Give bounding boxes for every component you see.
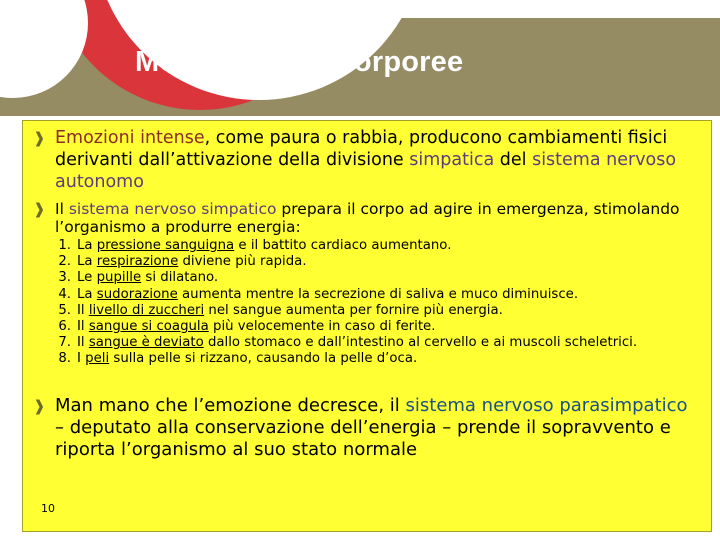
text-run: del — [494, 150, 533, 170]
bullet-text — [55, 127, 693, 193]
bullet-text — [55, 200, 693, 236]
item-suffix: dallo stomaco e dall’intestino al cervello e ai muscoli scheletrici. — [203, 335, 638, 351]
bullet-sympathetic-system — [33, 200, 693, 236]
item-suffix: aumenta mentre la secrezione di saliva e muco diminuisce. — [177, 286, 579, 302]
content-panel — [22, 120, 712, 532]
item-suffix: e il battito cardiaco aumentano. — [234, 238, 452, 253]
bullet-icon: ❱ — [33, 200, 46, 218]
bullet-icon: ❱ — [33, 129, 46, 147]
item-prefix: La — [77, 286, 97, 302]
item-term: sangue è deviato — [88, 335, 204, 351]
effects-list — [51, 238, 637, 368]
bullet-emotions — [33, 127, 693, 193]
list-number: 1. — [58, 238, 71, 253]
term-sympathetic-nervous-system: sistema nervoso simpatico — [68, 200, 277, 218]
page-number: 10 — [41, 502, 55, 515]
item-suffix: si dilatano. — [141, 270, 219, 286]
list-item — [51, 335, 637, 351]
list-number: 7. — [58, 335, 71, 351]
term-intense-emotions: Emozioni intense — [55, 128, 205, 148]
text-run: – deputato alla conservazione dell’energia – prende il sopravvento e riporta l’organismo al suo stato normale — [55, 417, 671, 460]
list-number: 4. — [58, 286, 71, 302]
list-item — [51, 319, 637, 335]
item-term: respirazione — [96, 254, 179, 270]
list-number: 5. — [58, 302, 71, 318]
bullet-icon: ❱ — [33, 397, 46, 415]
term-autonomic-nervous-system: sistema nervoso autonomo — [55, 150, 677, 192]
item-term: sudorazione — [96, 286, 178, 302]
item-prefix: Il — [77, 302, 89, 318]
item-prefix: Le — [77, 270, 97, 286]
list-number: 6. — [58, 319, 71, 335]
list-item — [51, 351, 637, 367]
item-suffix: diviene più rapida. — [178, 254, 307, 270]
item-prefix: Il — [77, 335, 89, 351]
item-term: livello di zuccheri — [88, 302, 205, 318]
list-item — [51, 238, 637, 254]
item-term: sangue si coagula — [88, 319, 209, 335]
text-run: Il — [55, 200, 69, 218]
bullet-parasympathetic — [33, 395, 693, 461]
term-sympathetic: simpatica — [409, 150, 495, 170]
list-item — [51, 287, 637, 303]
list-number: 8. — [58, 351, 71, 367]
list-number: 2. — [58, 254, 71, 270]
item-prefix: Il — [77, 319, 89, 335]
list-item — [51, 254, 637, 270]
text-run: prepara il corpo ad agire in emergenza, stimolando l’organismo a produrre energia: — [55, 200, 680, 236]
term-parasympathetic-nervous-system: sistema nervoso parasimpatico — [405, 395, 688, 416]
item-prefix: La — [77, 238, 97, 253]
item-term: pupille — [96, 270, 142, 286]
item-term: pressione sanguigna — [96, 238, 235, 253]
list-item — [51, 270, 637, 286]
text-run: Man mano che l’emozione decresce, il — [55, 395, 406, 416]
bullet-text — [55, 395, 693, 461]
item-suffix: sulla pelle si rizzano, causando la pelle d’oca. — [109, 351, 418, 367]
slide-title: Modificazione corporee — [135, 46, 464, 78]
item-suffix: più velocemente in caso di ferite. — [208, 319, 436, 335]
item-term: peli — [85, 351, 110, 367]
text-run: , come paura o rabbia, producono cambiamenti fisici derivanti dall’attivazione della divisione — [55, 128, 668, 170]
list-item — [51, 303, 637, 319]
list-number: 3. — [58, 270, 71, 286]
item-prefix: La — [77, 254, 97, 270]
item-suffix: nel sangue aumenta per fornire più energia. — [204, 302, 503, 318]
item-prefix: I — [77, 351, 86, 367]
